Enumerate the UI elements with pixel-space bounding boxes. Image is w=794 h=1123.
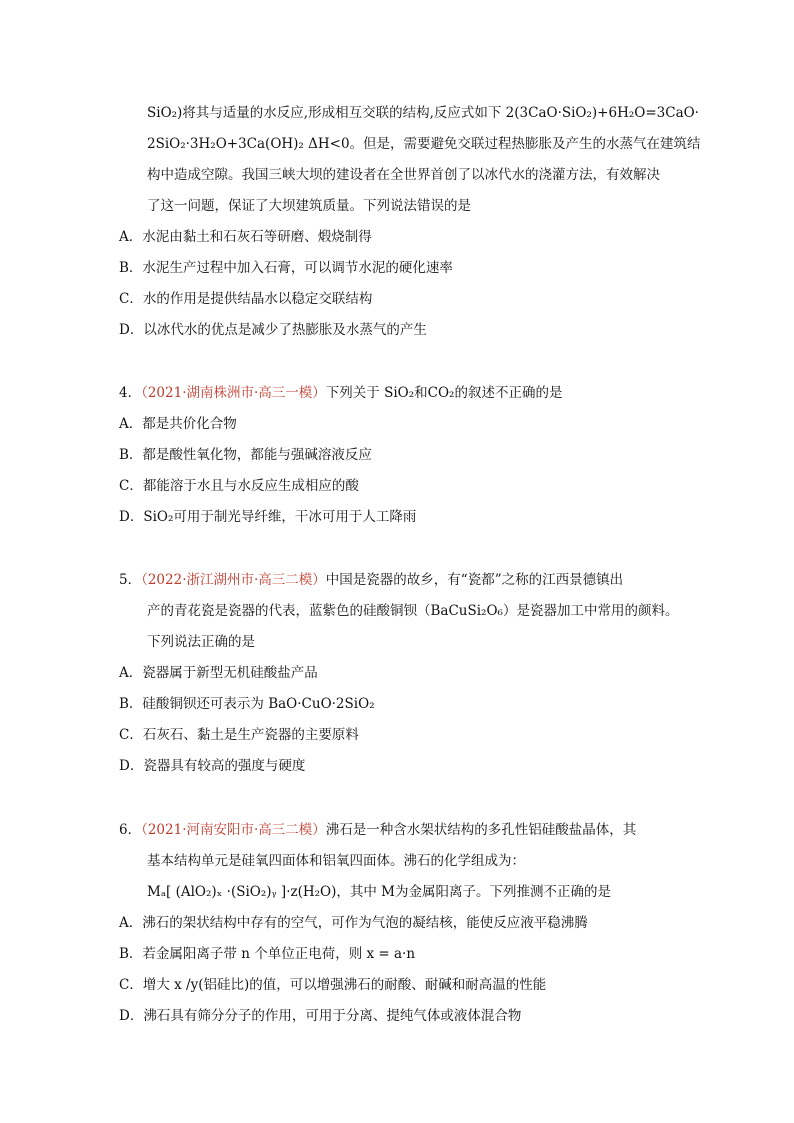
q5-option-b: B．硅酸铜钡还可表示为 BaO·CuO·2SiO₂ <box>119 696 375 712</box>
q3-stem-line-1: SiO₂)将其与适量的水反应,形成相互交联的结构,反应式如下 2(3CaO·SiO₂)+6H₂O=3CaO· <box>147 105 699 121</box>
q3-stem-line-2: 2SiO₂·3H₂O+3Ca(OH)₂ ΔH<0。但是，需要避免交联过程热膨胀及产生的水蒸气在建筑结 <box>147 136 701 152</box>
q6-option-a: A．沸石的架状结构中存有的空气，可作为气泡的凝结核，能使反应液平稳沸腾 <box>119 915 588 931</box>
q6-number: 6． <box>119 822 142 838</box>
q4-source: （2021·湖南株洲市·高三一模） <box>141 385 326 401</box>
q5-number: 5． <box>119 572 142 588</box>
q3-stem-line-3: 构中造成空隙。我国三峡大坝的建设者在全世界首创了以冰代水的浇灌方法，有效解决 <box>147 167 660 183</box>
q5-stem <box>119 570 623 590</box>
q3-option-d: D．以冰代水的优点是减少了热膨胀及水蒸气的产生 <box>119 322 427 338</box>
q6-option-c: C．增大 x /y(铝硅比)的值，可以增强沸石的耐酸、耐碱和耐高温的性能 <box>119 977 547 993</box>
q5-option-d: D．瓷器具有较高的强度与硬度 <box>119 758 306 774</box>
q4-option-d: D．SiO₂可用于制光导纤维，干冰可用于人工降雨 <box>119 509 417 525</box>
q3-option-c: C．水的作用是提供结晶水以稳定交联结构 <box>119 291 373 307</box>
q6-stem-line-2: 基本结构单元是硅氧四面体和铝氧四面体。沸石的化学组成为： <box>147 853 525 869</box>
q5-stem-text: 中国是瓷器的故乡，有“瓷都”之称的江西景德镇出 <box>325 572 624 588</box>
q6-option-d: D．沸石具有筛分分子的作用，可用于分离、提纯气体或液体混合物 <box>119 1008 522 1024</box>
q6-stem <box>119 820 636 840</box>
q3-option-b: B．水泥生产过程中加入石膏，可以调节水泥的硬化速率 <box>119 260 453 276</box>
q5-option-a: A．瓷器属于新型无机硅酸盐产品 <box>119 665 318 681</box>
q6-source: （2021·河南安阳市·高三二模） <box>141 822 326 838</box>
q6-option-b: B．若金属阳离子带 n 个单位正电荷，则 x = a·n <box>119 946 416 962</box>
q5-stem-line-2: 产的青花瓷是瓷器的代表，蓝紫色的硅酸铜钡（BaCuSi₂O₆）是瓷器加工中常用的颜料。 <box>147 603 679 619</box>
q4-option-a: A．都是共价化合物 <box>119 416 237 432</box>
q6-stem-line-3: Mₐ[ (AlO₂)ₓ ·(SiO₂)ᵧ ]·z(H₂O)，其中 M为金属阳离子。下列推测不正确的是 <box>147 884 611 900</box>
q5-option-c: C．石灰石、黏土是生产瓷器的主要原料 <box>119 727 359 743</box>
q3-option-a: A．水泥由黏土和石灰石等研磨、煅烧制得 <box>119 229 372 245</box>
q5-source: （2022·浙江湖州市·高三二模） <box>141 572 326 588</box>
q4-stem <box>119 383 562 403</box>
q3-stem-line-4: 了这一问题，保证了大坝建筑质量。下列说法错误的是 <box>147 198 471 214</box>
q6-stem-text: 沸石是一种含水架状结构的多孔性铝硅酸盐晶体，其 <box>325 822 637 838</box>
q4-number: 4． <box>119 385 142 401</box>
q4-stem-text: 下列关于 SiO₂和CO₂的叙述不正确的是 <box>325 385 563 401</box>
q4-option-c: C．都能溶于水且与水反应生成相应的酸 <box>119 478 359 494</box>
q4-option-b: B．都是酸性氧化物，都能与强碱溶液反应 <box>119 447 372 463</box>
q5-stem-line-3: 下列说法正确的是 <box>147 634 255 650</box>
